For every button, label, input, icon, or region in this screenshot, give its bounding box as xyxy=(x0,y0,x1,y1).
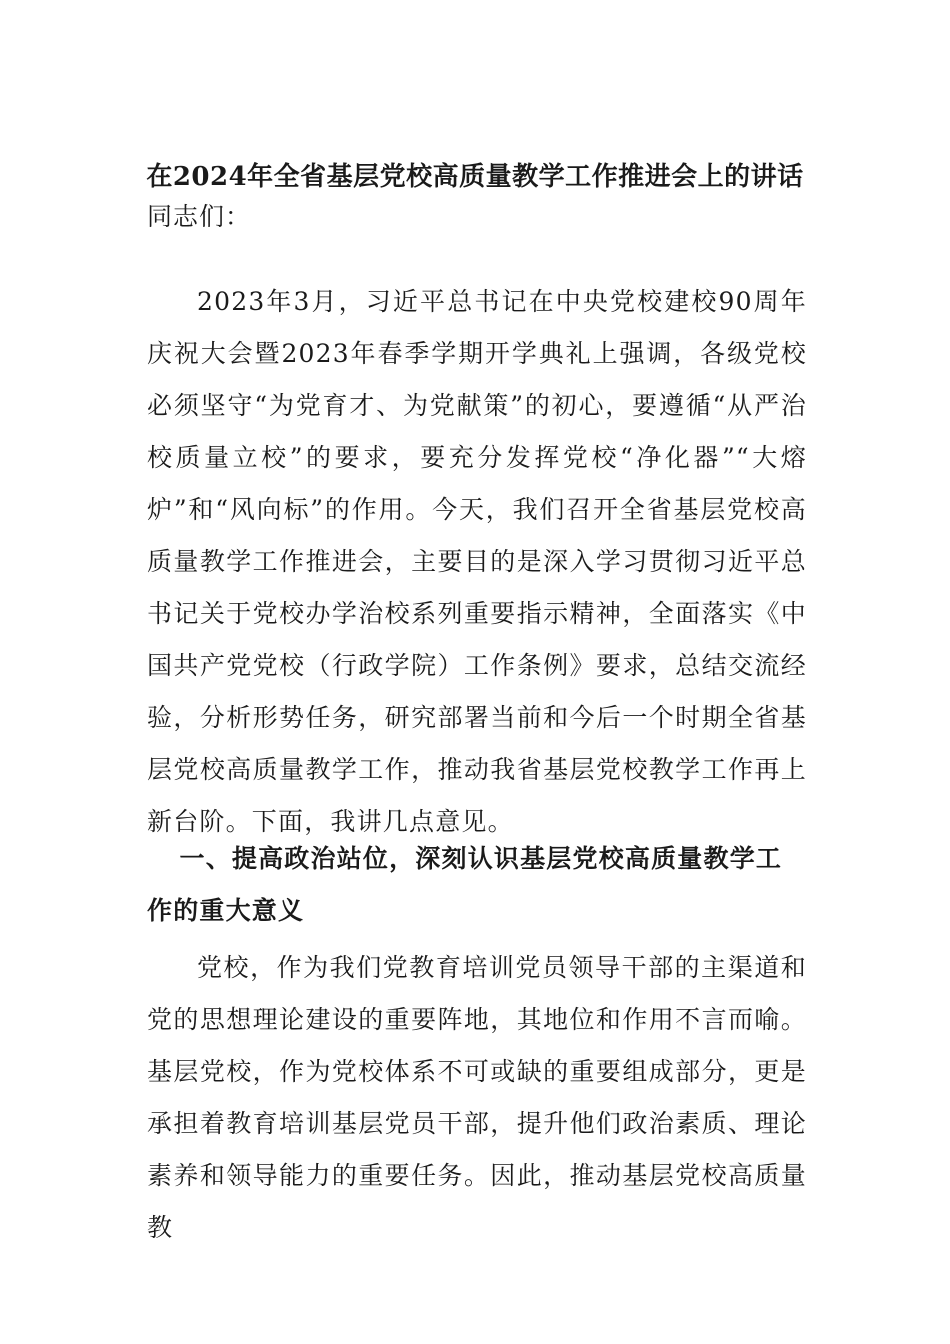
section-heading: 一、提高政治站位，深刻认识基层党校高质量教学工作的重大意义 xyxy=(147,844,783,925)
body-paragraph: 2023年3月，习近平总书记在中央党校建校90周年庆祝大会暨2023年春季学期开学典礼上强调，各级党校必须坚守“为党育才、为党献策”的初心，要遵循“从严治校质量立校”的要求，要充分发挥党校“净化器”“大熔炉”和“风向标”的作用。今天，我们召开全省基层党校高质量教学工作推进会，主要目的是深入学习贯彻习近平总书记关于党校办学治校系列重要指示精神，全面落实《中国共产党党校（行政学院）工作条例》要求，总结交流经验，分析形势任务，研究部署当前和今后一个时期全省基层党校高质量教学工作，推动我省基层党校教学工作再上新台阶。下面，我讲几点意见。 xyxy=(147,287,807,836)
section-paragraph: 党校，作为我们党教育培训党员领导干部的主渠道和党的思想理论建设的重要阵地，其地位和作用不言而喻。基层党校，作为党校体系不可或缺的重要组成部分，更是承担着教育培训基层党员干部，提升他们政治素质、理论素养和领导能力的重要任务。因此，推动基层党校高质量教 xyxy=(147,953,807,1242)
document-title: 在2024年全省基层党校高质量教学工作推进会上的讲话 xyxy=(146,162,804,192)
salutation: 同志们： xyxy=(147,202,252,231)
